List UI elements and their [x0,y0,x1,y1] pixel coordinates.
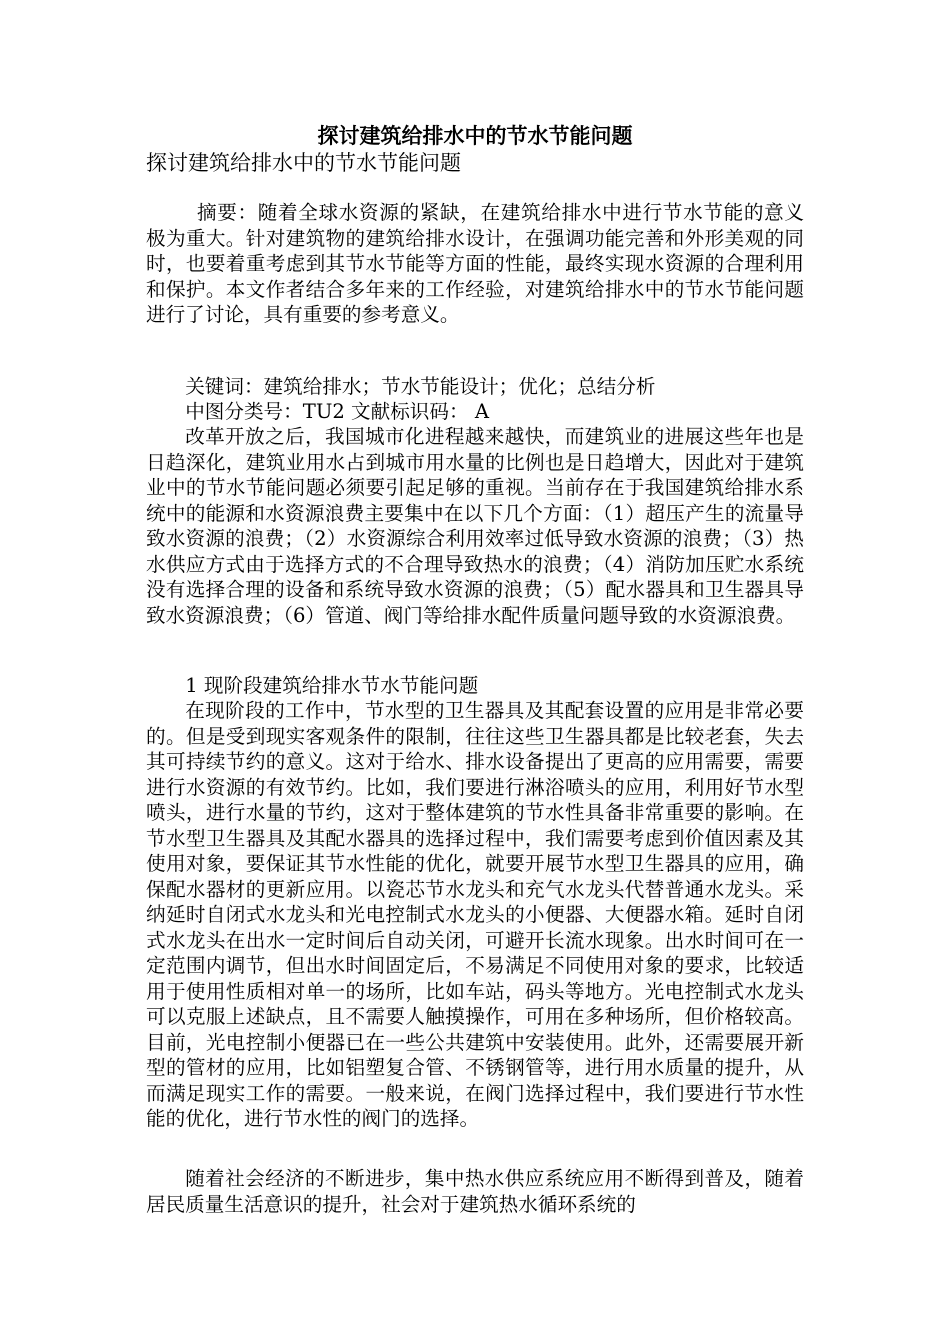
classification-line: 中图分类号：TU2 文献标识码： A [185,400,489,423]
body-paragraph: 在现阶段的工作中，节水型的卫生器具及其配套设置的应用是非常必要的。但是受到现实客观条件的限制，往往这些卫生器具都是比较老套，失去其可持续节约的意义。这对于给水、排水设备提出了更高的应用需要，需要进行水资源的有效节约。比如，我们要进行淋浴喷头的应用，利用好节水型喷头，进行水量的节约，这对于整体建筑的节水性具备非常重要的影响。在节水型卫生器具及其配水器具的选择过程中，我们需要考虑到价值因素及其使用对象，要保证其节水性能的优化，就要开展节水型卫生器具的应用，确保配水器材的更新应用。以瓷芯节水龙头和充气水龙头代替普通水龙头。采纳延时自闭式水龙头和光电控制式水龙头的小便器、大便器水箱。延时自闭式水龙头在出水一定时间后自动关闭，可避开长流水现象。出水时间可在一定范围内调节，但出水时间固定后，不易满足不同使用对象的要求，比较适用于使用性质相对单一的场所，比如车站，码头等地方。光电控制式水龙头可以克服上述缺点，且不需要人触摸操作，可用在多种场所，但价格较高。目前，光电控制小便器已在一些公共建筑中安装使用。此外，还需要展开新型的管材的应用，比如铝塑复合管、不锈钢管等，进行用水质量的提升，从而满足现实工作的需要。一般来说，在阀门选择过程中，我们要进行节水性能的优化，进行节水性的阀门的选择。 [146,699,804,1130]
abstract-paragraph: 摘要：随着全球水资源的紧缺，在建筑给排水中进行节水节能的意义极为重大。针对建筑物的建筑给排水设计，在强调功能完善和外形美观的同时，也要着重考虑到其节水节能等方面的性能，最终实现水资源的合理利用和保护。本文作者结合多年来的工作经验，对建筑给排水中的节水节能问题进行了讨论，具有重要的参考意义。 [146,201,804,326]
document-subtitle: 探讨建筑给排水中的节水节能问题 [146,151,461,175]
section-heading: 1 现阶段建筑给排水节水节能问题 [185,674,479,697]
body-paragraph: 随着社会经济的不断进步，集中热水供应系统应用不断得到普及，随着居民质量生活意识的提升，社会对于建筑热水循环系统的 [146,1167,804,1216]
keywords-line: 关键词：建筑给排水；节水节能设计；优化；总结分析 [185,375,656,398]
intro-paragraph: 改革开放之后，我国城市化进程越来越快，而建筑业的进展这些年也是日趋深化，建筑业用水占到城市用水量的比例也是日趋增大，因此对于建筑业中的节水节能问题必须要引起足够的重视。当前存在于我国建筑给排水系统中的能源和水资源浪费主要集中在以下几个方面：（1）超压产生的流量导致水资源的浪费；（2）水资源综合利用效率过低导致水资源的浪费；（3）热水供应方式由于选择方式的不合理导致热水的浪费；（4）消防加压贮水系统没有选择合理的设备和系统导致水资源的浪费；（5）配水器具和卫生器具导致水资源浪费；（6）管道、阀门等给排水配件质量问题导致的水资源浪费。 [146,425,804,627]
document-title: 探讨建筑给排水中的节水节能问题 [317,123,633,148]
